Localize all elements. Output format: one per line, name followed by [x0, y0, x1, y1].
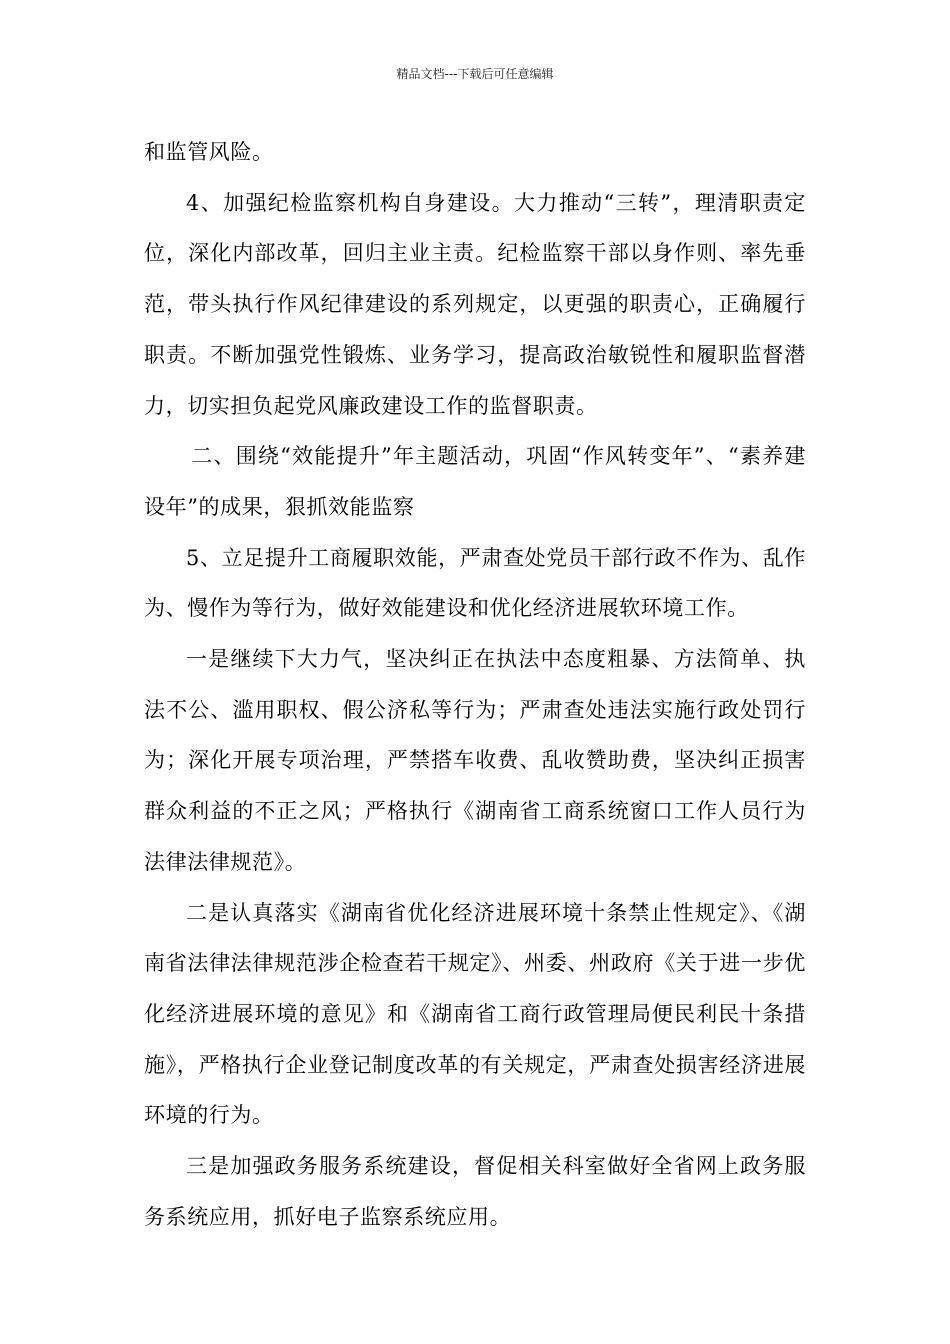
document-body — [144, 127, 806, 1242]
paragraph-6: 二是认真落实《湖南省优化经济进展环境十条禁止性规定》、《湖南省法律法律规范涉企检查若干规定》、州委、州政府《关于进一步优化经济进展环境的意见》和《湖南省工商行政管理局便民利民十条措施》，严格执行企业登记制度改革的有关规定，严肃查处损害经济进展环境的行为。 — [144, 900, 806, 1128]
page-header: 精品文档---下载后可任意编辑 — [396, 67, 554, 81]
paragraph-7: 三是加强政务服务系统建设，督促相关科室做好全省网上政务服务系统应用，抓好电子监察系统应用。 — [144, 1154, 806, 1229]
paragraph-5: 一是继续下大力气，坚决纠正在执法中态度粗暴、方法简单、执法不公、滥用职权、假公济私等行为；严肃查处违法实施行政处罚行为；深化开展专项治理，严禁搭车收费、乱收赞助费，坚决纠正损害群众利益的不正之风；严格执行《湖南省工商系统窗口工作人员行为法律法律规范》。 — [144, 647, 806, 874]
section-heading: 二、围绕“效能提升”年主题活动，巩固“作风转变年”、“素养建设年”的成果，狠抓效能监察 — [144, 444, 806, 519]
paragraph-2: 4、加强纪检监察机构自身建设。大力推动“三转”，理清职责定位，深化内部改革，回归主业主责。纪检监察干部以身作则、率先垂范，带头执行作风纪律建设的系列规定，以更强的职责心，正确履行职责。不断加强党性锻炼、业务学习，提高政治敏锐性和履职监督潜力，切实担负起党风廉政建设工作的监督职责。 — [144, 190, 806, 418]
paragraph-1: 和监管风险。 — [144, 140, 274, 164]
paragraph-4: 5、立足提升工商履职效能，严肃查处党员干部行政不作为、乱作为、慢作为等行为，做好效能建设和优化经济进展软环境工作。 — [144, 545, 806, 621]
